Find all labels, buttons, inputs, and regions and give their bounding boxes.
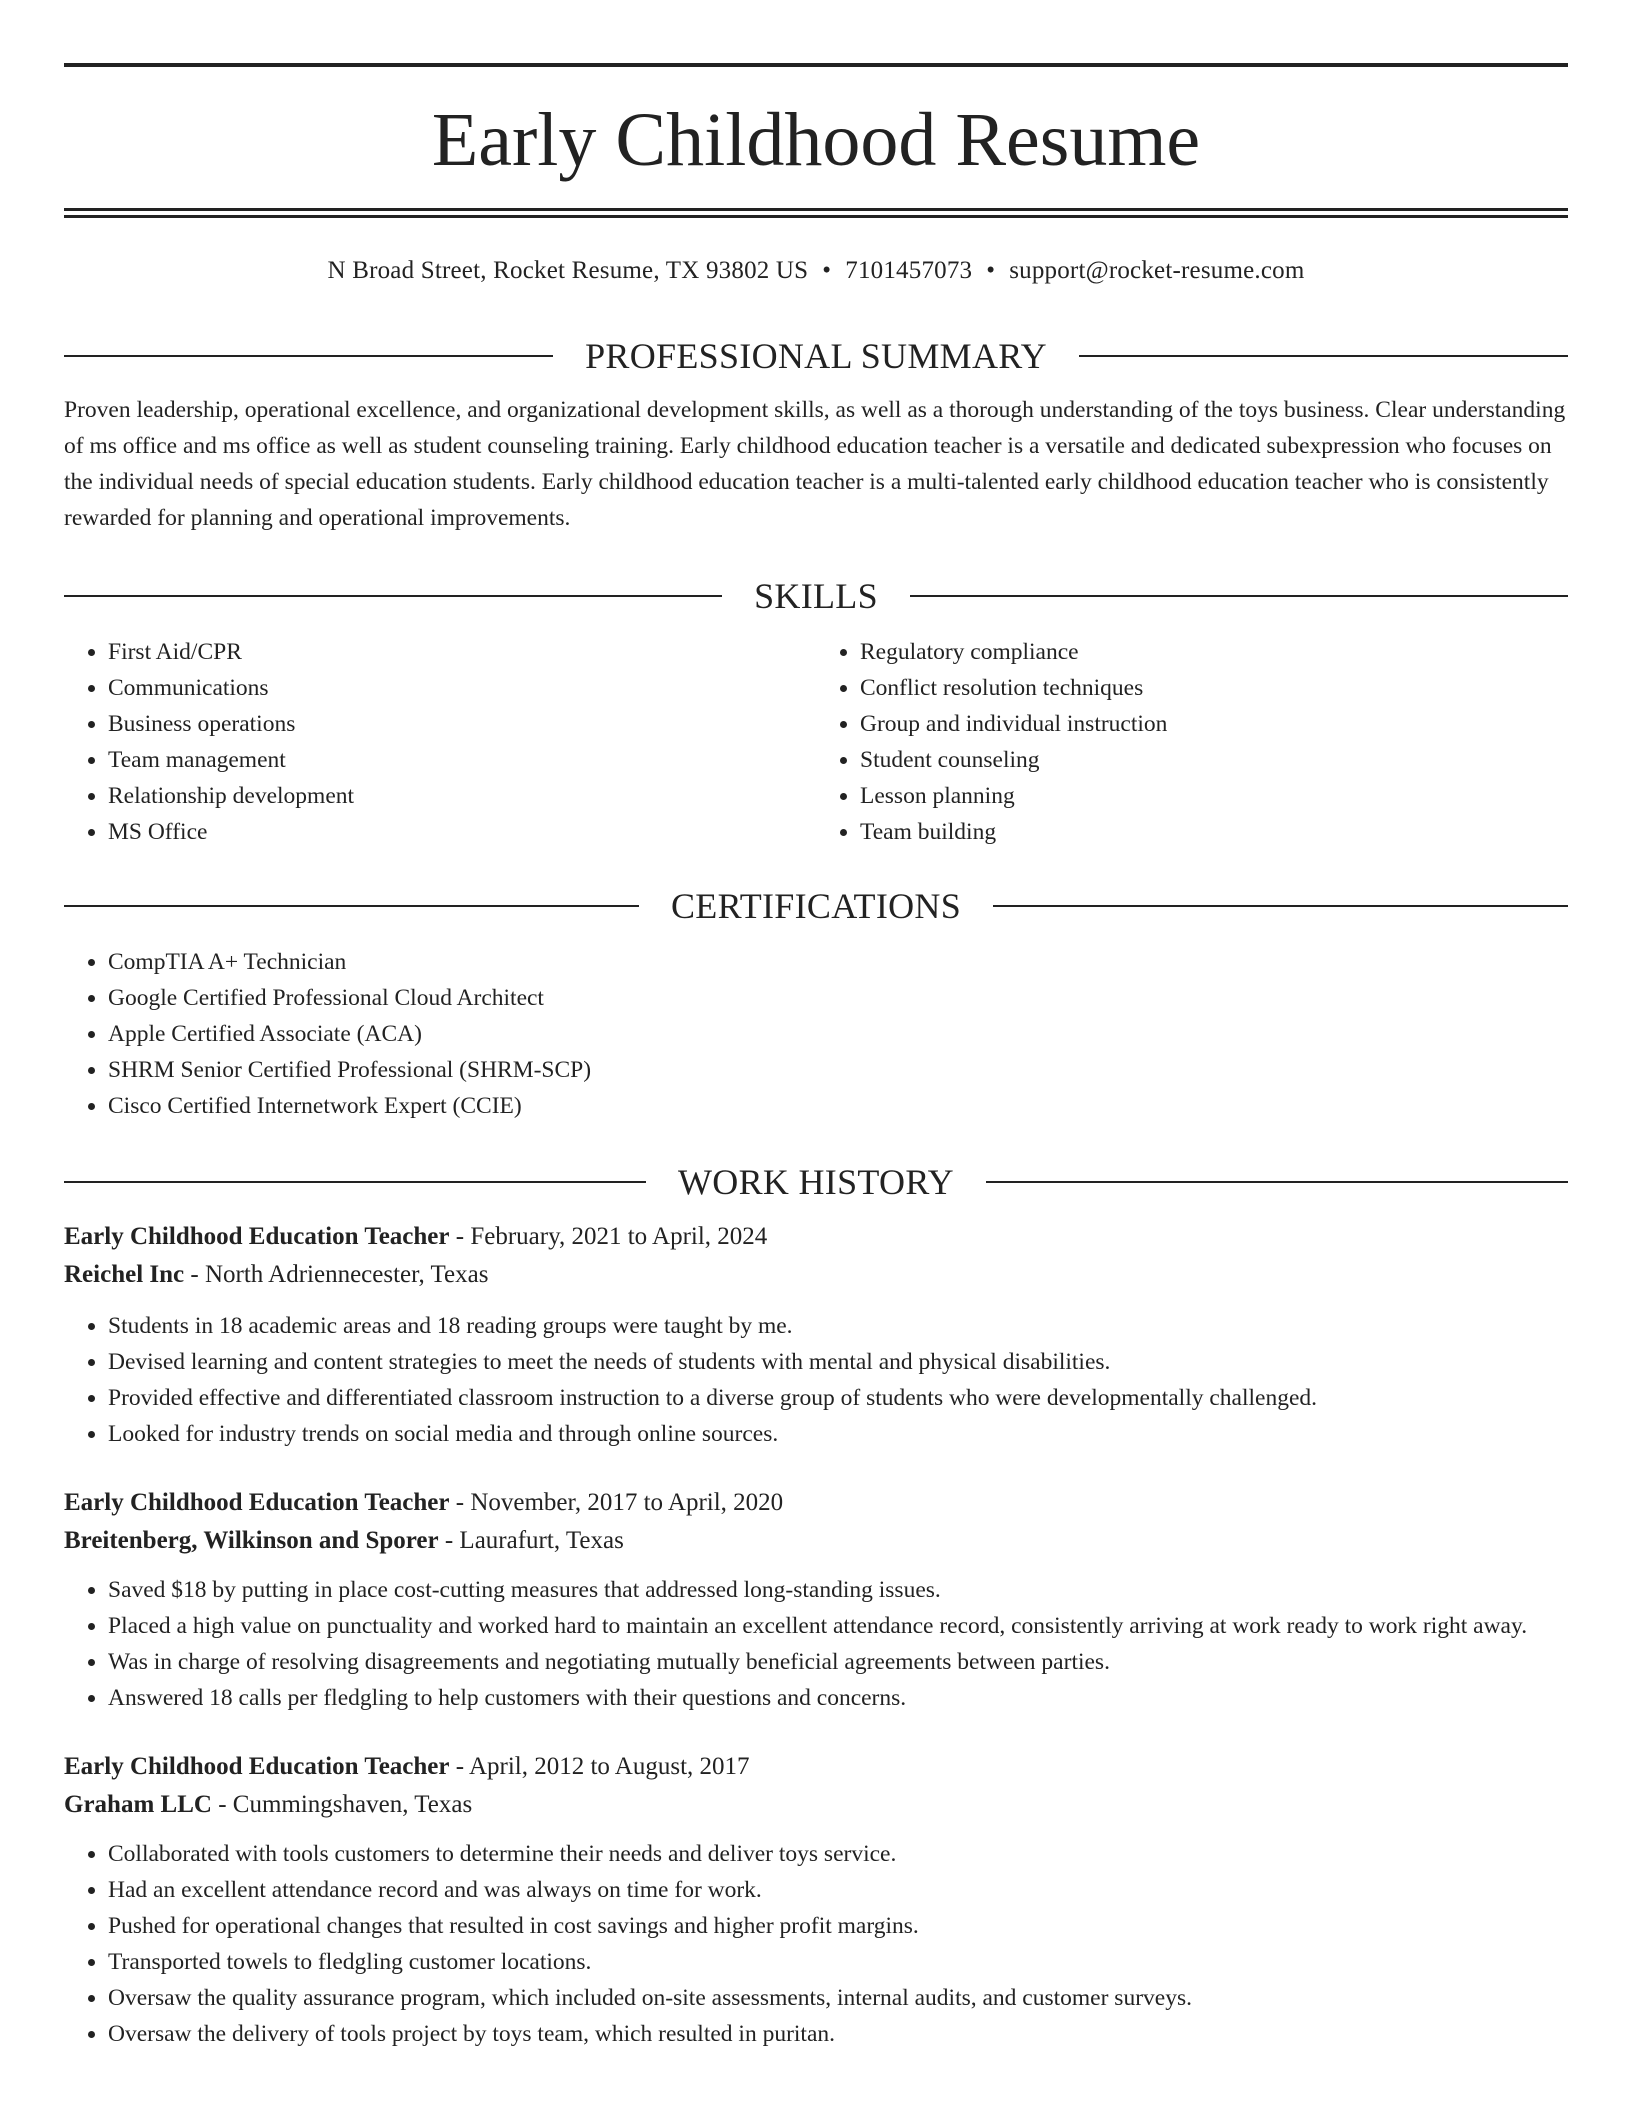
job-company: Breitenberg, Wilkinson and Sporer [64, 1527, 439, 1554]
certifications-list [64, 944, 1568, 1124]
contact-separator: • [822, 257, 832, 284]
job-company: Graham LLC [64, 1791, 212, 1818]
skill-item: • First Aid/CPR [108, 634, 816, 670]
skills-list-left [64, 634, 816, 850]
section-heading [64, 884, 1568, 928]
job-bullet: • Provided effective and differentiated classroom instruction to a diverse group of students who were developmentally challenged. [108, 1380, 1568, 1416]
job-dates: - April, 2012 to August, 2017 [449, 1753, 750, 1780]
skill-item: • Regulatory compliance [860, 634, 1568, 670]
skill-item: • MS Office [108, 814, 816, 850]
skill-item: • Lesson planning [860, 778, 1568, 814]
certification-item: • SHRM Senior Certified Professional (SHRM-SCP) [108, 1052, 1568, 1088]
job-bullet: • Students in 18 academic areas and 18 reading groups were taught by me. [108, 1308, 1568, 1344]
job-company-line [64, 1256, 1568, 1294]
job-bullet: • Was in charge of resolving disagreements and negotiating mutually beneficial agreements between parties. [108, 1644, 1568, 1680]
job-bullet: • Oversaw the delivery of tools project by toys team, which resulted in puritan. [108, 2016, 1568, 2052]
top-rule [64, 63, 1568, 67]
skill-item: • Communications [108, 670, 816, 706]
certification-item: • Cisco Certified Internetwork Expert (CCIE) [108, 1088, 1568, 1124]
job-company-line [64, 1522, 1568, 1560]
job-title: Early Childhood Education Teacher [64, 1223, 450, 1250]
skills-columns [64, 634, 1568, 850]
job-bullet: • Had an excellent attendance record and was always on time for work. [108, 1872, 1568, 1908]
skill-item: • Business operations [108, 706, 816, 742]
job-bullet: • Pushed for operational changes that resulted in cost savings and higher profit margins. [108, 1908, 1568, 1944]
job-dates: - November, 2017 to April, 2020 [449, 1489, 784, 1516]
contact-separator: • [986, 257, 996, 284]
job-bullets [64, 1308, 1568, 1452]
heading-rule-left [64, 595, 722, 597]
job-bullet: • Devised learning and content strategies to meet the needs of students with mental and physical disabilities. [108, 1344, 1568, 1380]
skills-section [64, 574, 1568, 850]
heading-rule-right [910, 595, 1568, 597]
heading-rule-right [993, 905, 1568, 907]
job-location: - Laurafurt, Texas [438, 1527, 624, 1554]
heading-rule-left [64, 355, 553, 357]
job-location: - North Adriennecester, Texas [184, 1261, 489, 1288]
resume-title: Early Childhood Resume [431, 98, 1201, 182]
section-heading [64, 574, 1568, 618]
certification-item: • Google Certified Professional Cloud Architect [108, 980, 1568, 1016]
job-title-line [64, 1484, 1568, 1522]
section-heading [64, 1160, 1568, 1204]
skills-heading: SKILLS [754, 576, 878, 616]
job-bullet: • Placed a high value on punctuality and worked hard to maintain an excellent attendance record, consistently arriving at work ready to work right away. [108, 1608, 1568, 1644]
job-company-line [64, 1786, 1568, 1824]
skill-item: • Relationship development [108, 778, 816, 814]
job-bullet: • Looked for industry trends on social media and through online sources. [108, 1416, 1568, 1452]
skill-item: • Conflict resolution techniques [860, 670, 1568, 706]
title-double-rule [64, 208, 1568, 218]
skill-item: • Team management [108, 742, 816, 778]
certifications-heading: CERTIFICATIONS [670, 886, 962, 926]
section-heading [64, 334, 1568, 378]
job-entry [64, 1484, 1568, 1716]
job-title-line [64, 1748, 1568, 1786]
contact-address: N Broad Street, Rocket Resume, TX 93802 US [327, 257, 809, 284]
contact-email: support@rocket-resume.com [1009, 257, 1305, 284]
skill-item: • Group and individual instruction [860, 706, 1568, 742]
job-bullet: • Collaborated with tools customers to determine their needs and deliver toys service. [108, 1836, 1568, 1872]
job-dates: - February, 2021 to April, 2024 [449, 1223, 768, 1250]
certifications-section [64, 884, 1568, 1124]
job-bullets [64, 1836, 1568, 2052]
certification-item: • Apple Certified Associate (ACA) [108, 1016, 1568, 1052]
job-location: - Cummingshaven, Texas [211, 1791, 473, 1818]
job-entry [64, 1748, 1568, 2052]
job-company: Reichel Inc [64, 1261, 185, 1288]
heading-rule-left [64, 905, 639, 907]
certification-item: • CompTIA A+ Technician [108, 944, 1568, 980]
job-title: Early Childhood Education Teacher [64, 1489, 450, 1516]
heading-rule-right [1079, 355, 1568, 357]
job-title-line [64, 1218, 1568, 1256]
heading-rule-left [64, 1181, 646, 1183]
work-history-heading: WORK HISTORY [678, 1162, 954, 1202]
heading-rule-right [986, 1181, 1568, 1183]
contact-line [64, 253, 1568, 289]
skill-item: • Student counseling [860, 742, 1568, 778]
skills-list-right [816, 634, 1568, 850]
work-history-section [64, 1160, 1568, 2052]
job-bullet: • Saved $18 by putting in place cost-cutting measures that addressed long-standing issues. [108, 1572, 1568, 1608]
summary-section [64, 334, 1568, 536]
contact-phone: 7101457073 [845, 257, 973, 284]
job-entry [64, 1218, 1568, 1452]
summary-heading: PROFESSIONAL SUMMARY [585, 336, 1047, 376]
skill-item: • Team building [860, 814, 1568, 850]
job-bullet: • Answered 18 calls per fledgling to help customers with their questions and concerns. [108, 1680, 1568, 1716]
job-bullet: • Oversaw the quality assurance program, which included on-site assessments, internal audits, and customer surveys. [108, 1980, 1568, 2016]
job-bullet: • Transported towels to fledgling customer locations. [108, 1944, 1568, 1980]
job-title: Early Childhood Education Teacher [64, 1753, 450, 1780]
job-bullets [64, 1572, 1568, 1716]
summary-text: Proven leadership, operational excellence, and organizational development skills, as well as a thorough understanding of the toys business. Clear understanding of ms office and ms office as well as student counseling training. Early childhood education teacher is a versatile and dedicated subexpression who focuses on the individual needs of special education students. Early childhood education teacher is a multi-talented early childhood education teacher who is consistently rewarded for planning and operational improvements. [64, 397, 1566, 531]
